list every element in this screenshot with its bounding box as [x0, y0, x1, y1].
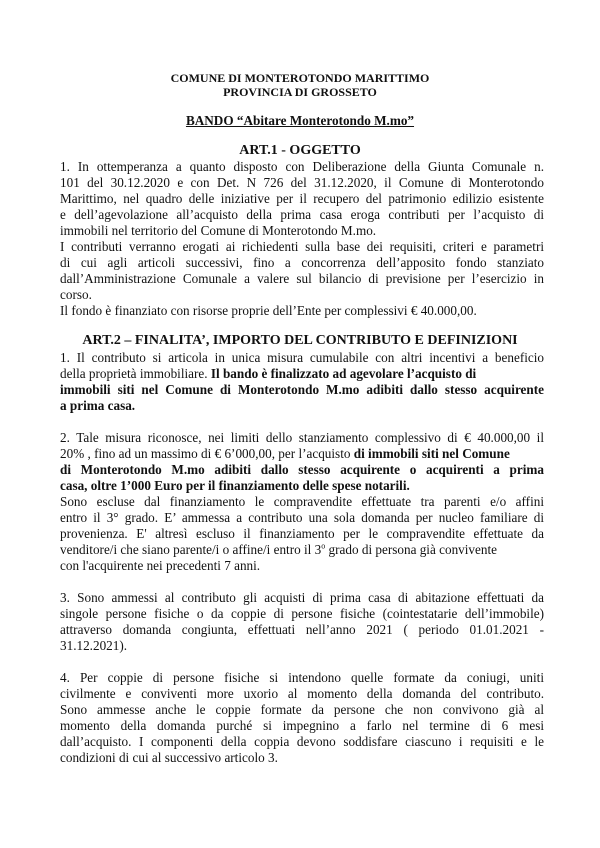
- art2-heading: ART.2 – FINALITA’, IMPORTO DEL CONTRIBUTO E DEFINIZIONI: [82, 333, 518, 348]
- text-line: corso.: [60, 287, 92, 302]
- text-line: 1. In ottemperanza a quanto disposto con Deliberazione della Giunta Comunale n.: [60, 159, 544, 174]
- art1-heading: ART.1 - OGGETTO: [239, 143, 361, 158]
- text-line: singole persone fisiche o da coppie di persone fisiche (cointestatarie dell’immobile): [60, 606, 544, 621]
- text-line: Sono escluse dal finanziamento le compravendite effettuate tra parenti e/o affini: [60, 494, 544, 509]
- text-line: e dell’agevolazione all’acquisto della prima casa eroga contributi per l’acquisto di: [60, 207, 544, 222]
- bold-text-line: a prima casa.: [60, 398, 136, 413]
- text-line: 2. Tale misura riconosce, nei limiti dello stanziamento complessivo di € 40.000,00 il: [60, 430, 544, 445]
- text-line: [60, 366, 476, 382]
- text-span: 20% , fino ad un massimo di € 6’000,00, per l’acquisto: [60, 446, 354, 461]
- bold-text-span: Il bando è finalizzato ad agevolare l’acquisto di: [210, 366, 477, 381]
- text-line: condizioni di cui al successivo articolo 3.: [60, 750, 278, 765]
- text-span: della proprietà immobiliare.: [60, 366, 211, 381]
- text-line: [60, 542, 497, 558]
- text-line: 31.12.2021).: [60, 638, 128, 653]
- province-name: PROVINCIA DI GROSSETO: [223, 85, 377, 99]
- bold-text-line: immobili siti nel Comune di Monterotondo M.mo adibiti dallo stesso acquirente: [60, 382, 544, 397]
- text-line: momento della domanda purché si impegnino a farlo nel termine di 6 mesi: [60, 718, 544, 733]
- text-line: 4. Per coppie di persone fisiche si intendono quelle formate da coniugi, uniti: [60, 670, 544, 685]
- text-line: con l'acquirente nei precedenti 7 anni.: [60, 558, 261, 573]
- text-line: 3. Sono ammessi al contributo gli acquisti di prima casa di abitazione effettuati da: [60, 590, 544, 605]
- text-span: venditore/i che siano parente/i o affine/i entro il 3: [60, 542, 322, 557]
- text-span: grado di persona già convivente: [325, 542, 497, 557]
- text-line: civilmente e conviventi more uxorio al momento della domanda del contributo.: [60, 686, 544, 701]
- text-line: attraverso domanda congiunta, effettuati nell’anno 2021 ( periodo 01.01.2021 -: [60, 622, 544, 637]
- municipality-name: COMUNE DI MONTEROTONDO MARITTIMO: [170, 71, 430, 85]
- text-line: Il fondo è finanziato con risorse proprie dell’Ente per complessivi € 40.000,00.: [60, 303, 477, 318]
- text-line: I contributi verranno erogati ai richiedenti sulla base dei requisiti, criteri e parametri: [60, 239, 544, 254]
- text-line: provenienza. E' altresì escluso il finanziamento per le compravendite effettuate da: [60, 526, 544, 541]
- text-line: di cui agli articoli successivi, fino a concorrenza dell’apposito fondo stanziato: [60, 255, 544, 270]
- text-line: dall’Amministrazione Comunale a valere sul bilancio di previsione per l’esercizio in: [60, 271, 544, 286]
- text-line: [60, 446, 510, 462]
- text-line: 1. Il contributo si articola in unica misura cumulabile con altri incentivi a beneficio: [60, 350, 544, 365]
- text-line: 101 del 30.12.2020 e con Det. N 726 del 31.12.2020, il Comune di Monterotondo: [60, 175, 544, 190]
- bold-text-line: casa, oltre 1’000 Euro per il finanziamento delle spese notarili.: [60, 478, 410, 493]
- text-line: immobili nel territorio del Comune di Monterotondo M.mo.: [60, 223, 377, 238]
- text-line: Sono ammesse anche le coppie formate da persone che non convivono già al: [60, 702, 544, 717]
- text-line: dall’acquisto. I componenti della coppia devono soddisfare ciascuno i requisiti e le: [60, 734, 544, 749]
- bando-title: BANDO “Abitare Monterotondo M.mo”: [185, 113, 415, 128]
- superscript: o: [321, 541, 326, 551]
- text-line: Marittimo, nel quadro delle iniziative per il recupero del patrimonio edilizio esistente: [60, 191, 544, 206]
- bold-text-span: di immobili siti nel Comune: [353, 446, 510, 461]
- bold-text-line: di Monterotondo M.mo adibiti dallo stesso acquirente o acquirenti a prima: [60, 462, 544, 477]
- text-line: entro il 3° grado. E’ ammessa a contributo una sola domanda per nucleo familiare di: [60, 510, 544, 525]
